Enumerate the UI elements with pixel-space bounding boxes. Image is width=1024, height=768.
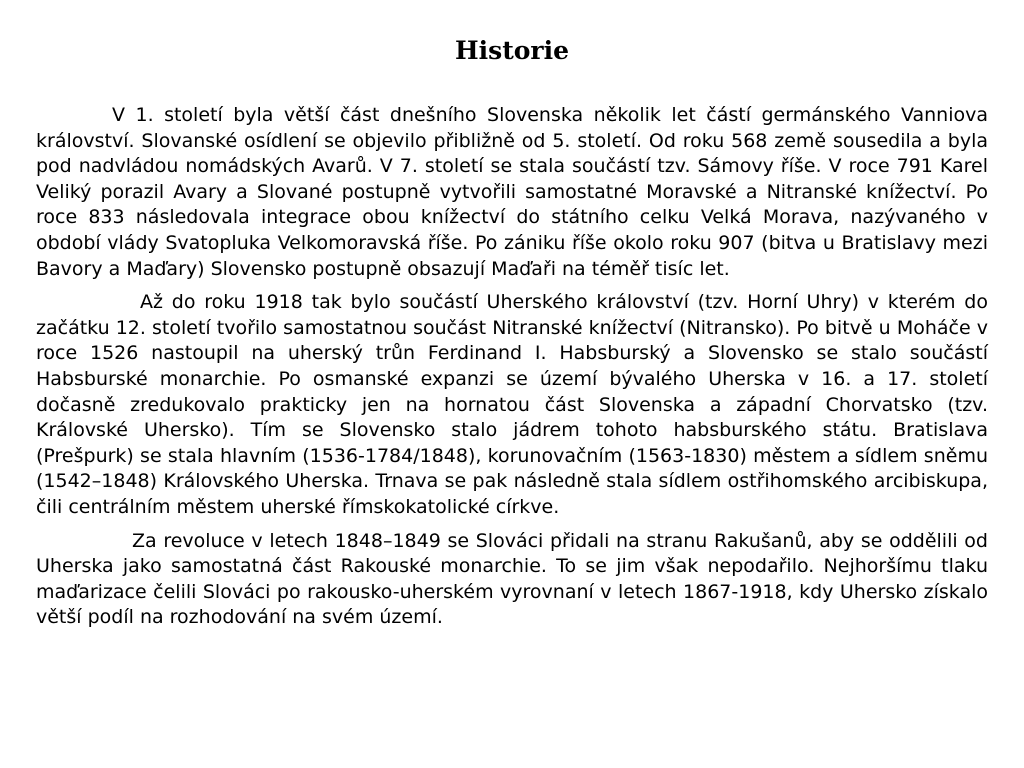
paragraph-3: Za revoluce v letech 1848–1849 se Slováci přidali na stranu Rakušanů, aby se oddělili od Uherska jako samostatná část Rakouské monarchie. To se jim však nepodařilo. Nejhoršímu tlaku maďarizace čelili Slováci po rakousko-uherském vyrovnaní v letech 1867-1918, kdy Uhersko získalo větší podíl na rozhodování na svém území.: [36, 529, 988, 629]
body-text: [36, 103, 988, 639]
paragraph-2: Až do roku 1918 tak bylo součástí Uherského království (tzv. Horní Uhry) v kterém do začátku 12. století tvořilo samostatnou součást Nitranské knížectví (Nitransko). Po bitvě u Moháče v roce 1526 nastoupil na uherský trůn Ferdinand I. Habsburský a Slovensko se stalo součástí Habsburské monarchie. Po osmanské expanzi se území bývalého Uherska v 16. a 17. století dočasně zredukovalo prakticky jen na hornatou část Slovenska a západní Chorvatsko (tzv. Královské Uhersko). Tím se Slovensko stalo jádrem tohoto habsburského státu. Bratislava (Prešpurk) se stala hlavním (1536-1784/1848), korunovačním (1563-1830) městem a sídlem sněmu (1542–1848) Královského Uherska. Trnava se pak následně stala sídlem ostřihomského arcibiskupa, čili centrálním městem uherské římskokatolické církve.: [36, 291, 988, 518]
page-title: Historie: [455, 36, 569, 65]
paragraph-1: V 1. století byla větší část dnešního Slovenska několik let částí germánského Vanniova království. Slovanské osídlení se objevilo přibližně od 5. století. Od roku 568 země sousedila a byla pod nadvládou nomádských Avarů. V 7. století se stala součástí tzv. Sámovy říše. V roce 791 Karel Veliký porazil Avary a Slované postupně vytvořili samostatné Moravské a Nitranské knížectví. Po roce 833 následovala integrace obou knížectví do státního celku Velká Morava, nazývaného v období vlády Svatopluka Velkomoravská říše. Po zániku říše okolo roku 907 (bitva u Bratislavy mezi Bavory a Maďary) Slovensko postupně obsazují Maďaři na téměř tisíc let.: [36, 104, 988, 280]
